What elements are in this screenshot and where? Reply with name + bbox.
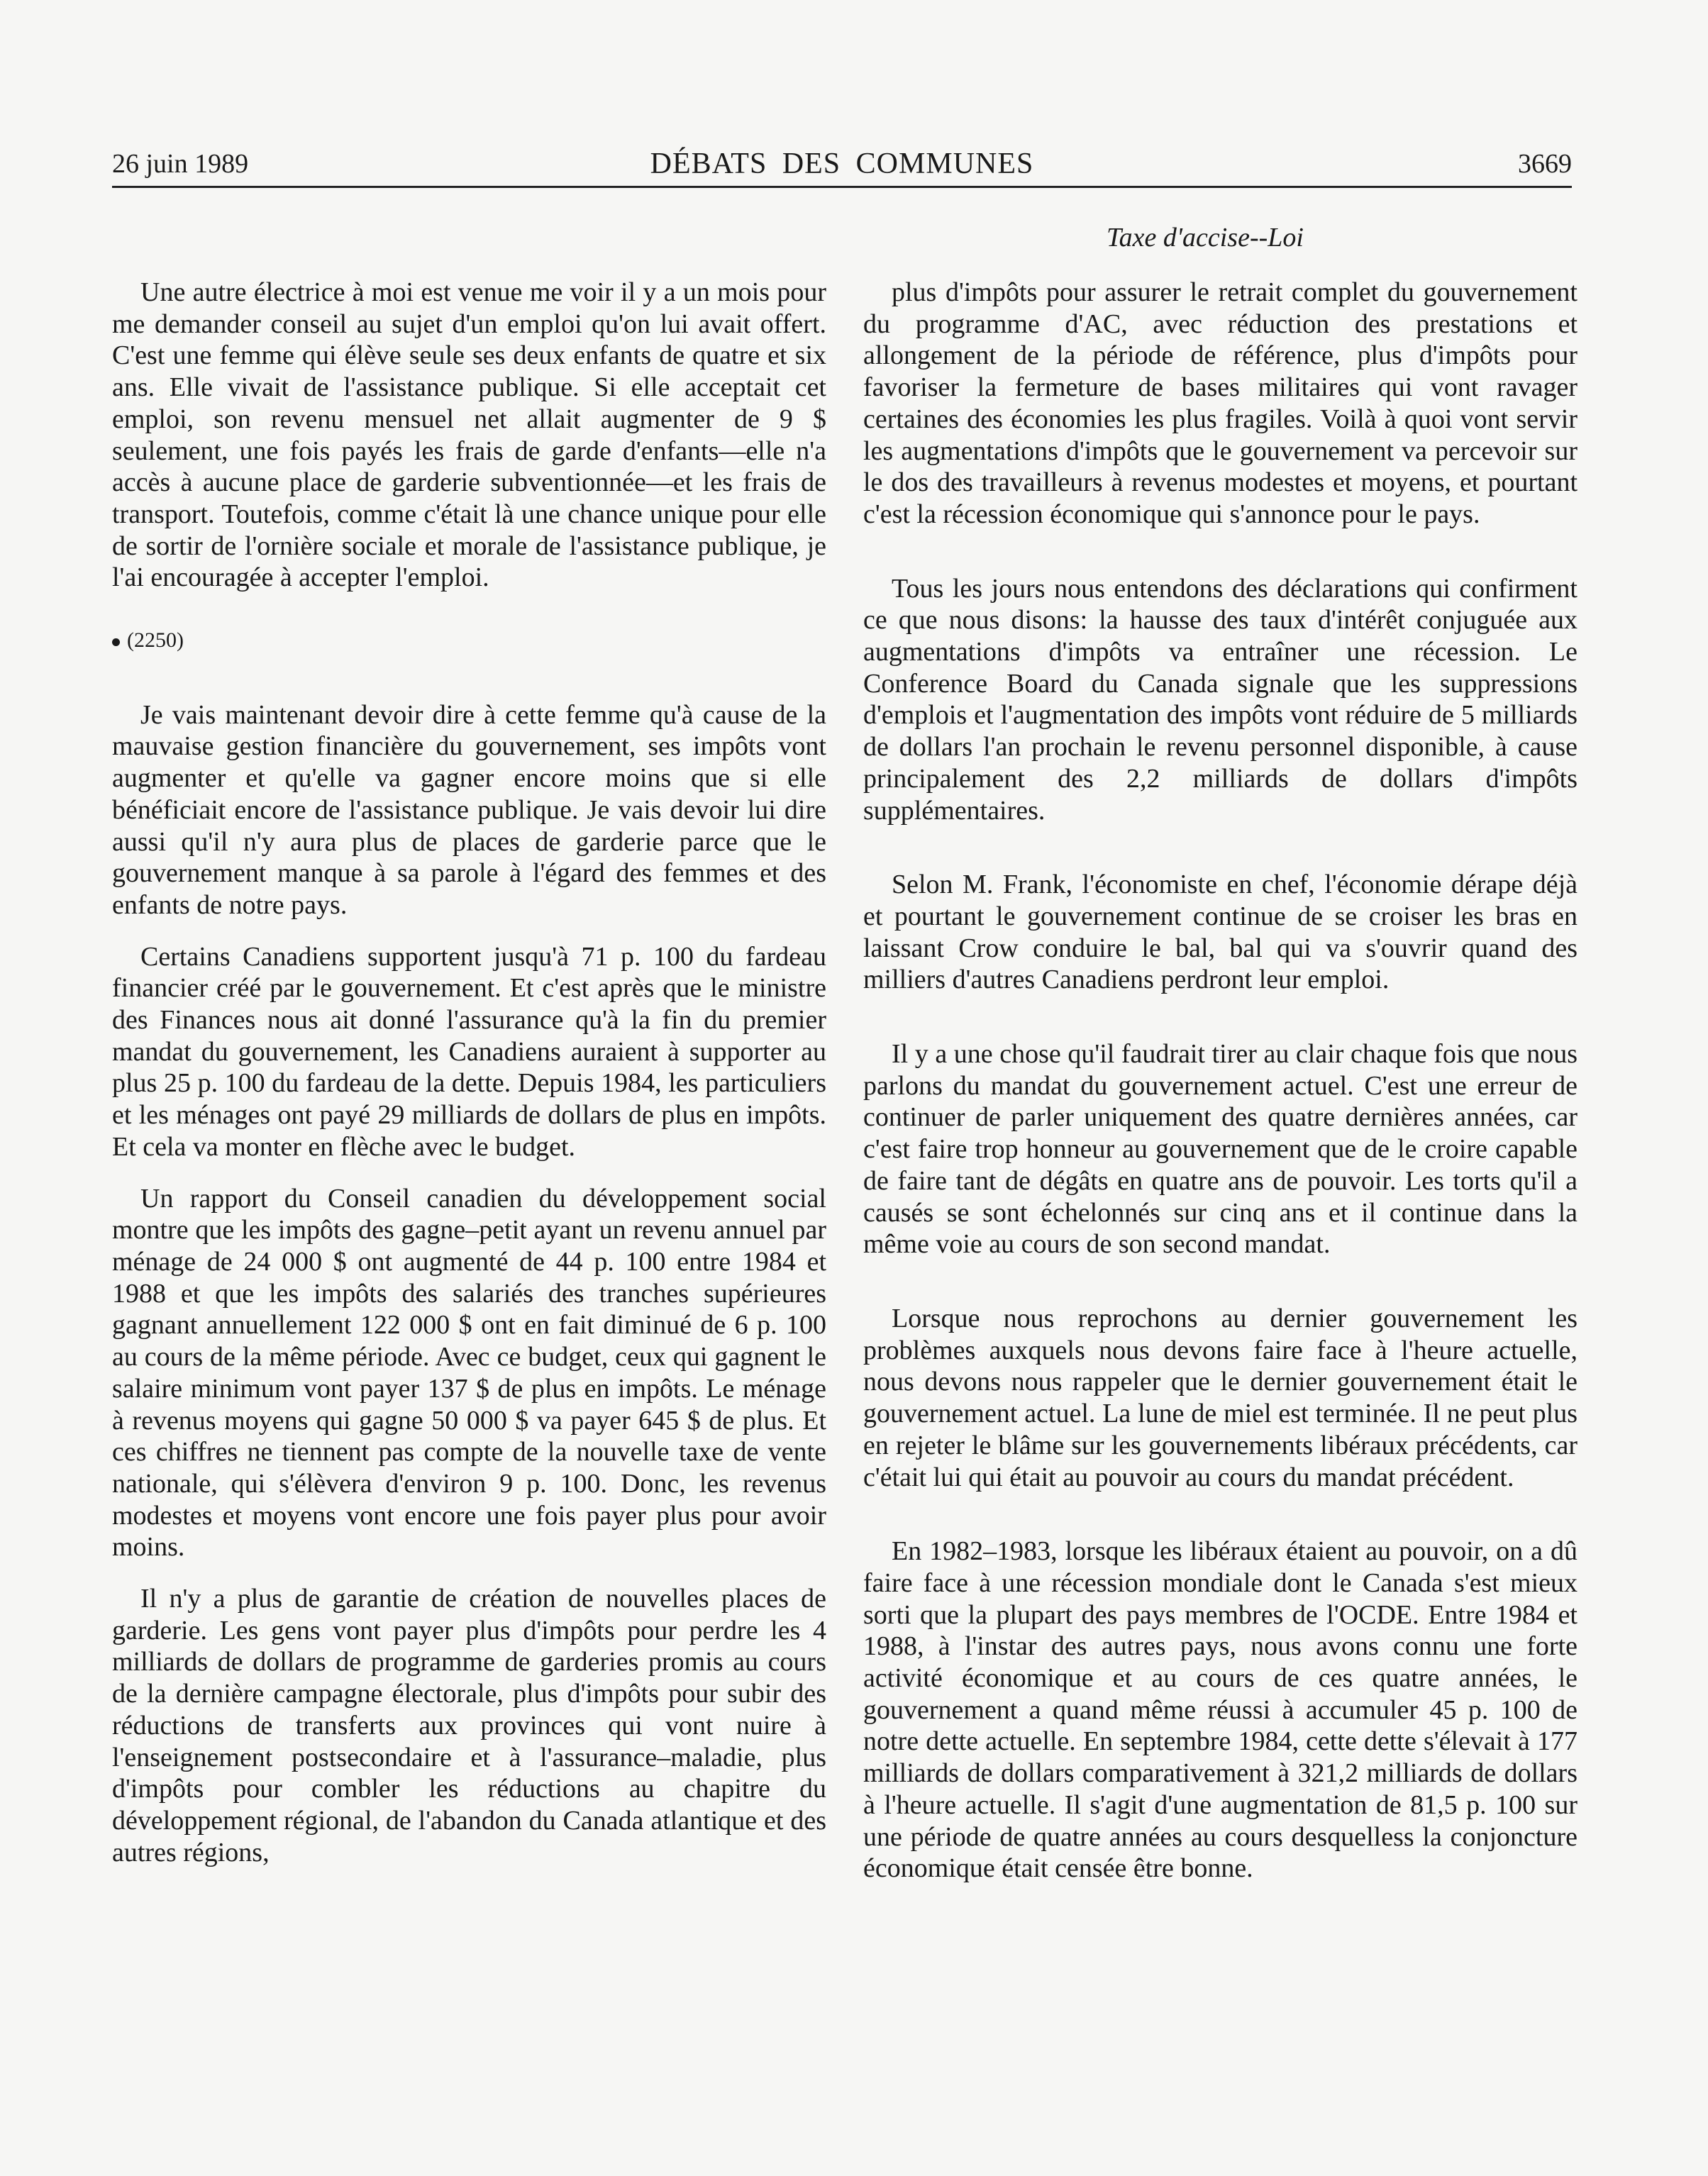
left-column: [112, 277, 826, 1868]
paragraph: Certains Canadiens supportent jusqu'à 71 p. 100 du fardeau financier créé par le gouvernement. Et c'est après que le ministre des Finances nous ait donné l'assurance qu'à la fin du premier mandat du gouvernement, les Canadiens auraient à supporter au plus 25 p. 100 du fardeau de la dette. Depuis 1984, les particuliers et les ménages ont payé 29 milliards de dollars de plus en impôts. Et cela va monter en flèche avec le budget.: [112, 941, 826, 1162]
paragraph: Selon M. Frank, l'économiste en chef, l'économie dérape déjà et pourtant le gouvernement continue de se croiser les bras en laissant Crow conduire le bal, bal qui va s'ouvrir quand des milliers d'autres Canadiens perdront leur emploi.: [863, 870, 1577, 995]
paragraph: Tous les jours nous entendons des déclarations qui confirment ce que nous disons: la hausse des taux d'intérêt conjuguée aux augmentations d'impôts va entraîner une récession. Le Conference Board du Canada signale que les suppressions d'emplois et l'augmentation des impôts vont réduire de 5 milliards de dollars l'an prochain le revenu personnel disponible, à cause principalement des 2,2 milliards de dollars d'impôts supplémentaires.: [863, 573, 1577, 826]
paragraph: Lorsque nous reprochons au dernier gouvernement les problèmes auxquels nous devons faire face à l'heure actuelle, nous devons nous rappeler que le dernier gouvernement était le gouvernement actuel. La lune de miel est terminée. Il ne peut plus en rejeter le blâme sur les gouvernements libéraux précédents, car c'était lui qui était au pouvoir au cours du mandat précédent.: [863, 1303, 1577, 1492]
header-title: DÉBATS DES COMMUNES: [650, 148, 1034, 180]
page-header: [112, 146, 1572, 186]
running-head: Taxe d'accise--Loi: [1107, 223, 1304, 252]
header-rule: [112, 186, 1572, 188]
header-page-number: 3669: [1518, 149, 1572, 179]
time-marker: [112, 625, 826, 657]
paragraph: Un rapport du Conseil canadien du développement social montre que les impôts des gagne–petit ayant un revenu annuel par ménage de 24 000 $ ont augmenté de 44 p. 100 entre 1984 et 1988 et que les impôts des salariés des tranches supérieures gagnant annuellement 122 000 $ ont en fait diminué de 6 p. 100 au cours de la même période. Avec ce budget, ceux qui gagnent le salaire minimum vont payer 137 $ de plus en impôts. Le ménage à revenus moyens qui gagne 50 000 $ va payer 645 $ de plus. Et ces chiffres ne tiennent pas compte de la nouvelle taxe de vente nationale, qui s'élèvera d'environ 9 p. 100. Donc, les revenus modestes et moyens vont encore une fois payer plus pour avoir moins.: [112, 1183, 826, 1562]
paragraph: plus d'impôts pour assurer le retrait complet du gouvernement du programme d'AC, avec réduction des prestations et allongement de la période de référence, plus d'impôts pour favoriser la fermeture de bases militaires qui vont ravager certaines des économies les plus fragiles. Voilà à quoi vont servir les augmentations d'impôts que le gouvernement va percevoir sur le dos des travailleurs à revenus modestes et moyens, et pourtant c'est la récession économique qui s'annonce pour le pays.: [863, 277, 1577, 529]
paragraph: Je vais maintenant devoir dire à cette femme qu'à cause de la mauvaise gestion financière du gouvernement, ses impôts vont augmenter et qu'elle va gagner encore moins que si elle bénéficiait encore de l'assistance publique. Je vais devoir lui dire aussi qu'il n'y aura plus de places de garderie parce que le gouvernement manque à sa parole à l'égard des femmes et des enfants de notre pays.: [112, 699, 826, 920]
paragraph: Il y a une chose qu'il faudrait tirer au clair chaque fois que nous parlons du mandat du gouvernement actuel. C'est une erreur de continuer de parler uniquement des quatre dernières années, car c'est faire trop honneur au gouvernement que de le croire capable de faire tant de dégâts en quatre ans de pouvoir. Les torts qu'il a causés se sont échelonnés sur cinq ans et il continue dans la même voie au cours de son second mandat.: [863, 1039, 1577, 1260]
right-column: [863, 277, 1577, 1884]
paragraph: En 1982–1983, lorsque les libéraux étaient au pouvoir, on a dû faire face à une récession mondiale dont le Canada s'est mieux sorti que la plupart des pays membres de l'OCDE. Entre 1984 et 1988, à l'instar des autres pays, nous avons connu une forte activité économique et au cours de ces quatre années, le gouvernement a quand même réussi à accumuler 45 p. 100 de notre dette actuelle. En septembre 1984, cette dette s'élevait à 177 milliards de dollars comparativement à 321,2 milliards de dollars à l'heure actuelle. Il s'agit d'une augmentation de 81,5 p. 100 sur une période de quatre années au cours desquelless la conjoncture économique était censée être bonne.: [863, 1536, 1577, 1884]
header-date: 26 juin 1989: [112, 149, 249, 179]
time-marker-text: (2250): [127, 628, 184, 653]
bullet-icon: [112, 638, 120, 646]
paragraph: Une autre électrice à moi est venue me voir il y a un mois pour me demander conseil au sujet d'un emploi qu'on lui avait offert. C'est une femme qui élève seule ses deux enfants de quatre et six ans. Elle vivait de l'assistance publique. Si elle acceptait cet emploi, son revenu mensuel net allait augmenter de 9 $ seulement, une fois payés les frais de garde d'enfants—elle n'a accès à aucune place de garderie subventionnée—et les frais de transport. Toutefois, comme c'était là une chance unique pour elle de sortir de l'ornière sociale et morale de l'assistance publique, je l'ai encouragée à accepter l'emploi.: [112, 277, 826, 593]
paragraph: Il n'y a plus de garantie de création de nouvelles places de garderie. Les gens vont payer plus d'impôts pour perdre les 4 milliards de dollars de programme de garderies promis au cours de la dernière campagne électorale, plus d'impôts pour subir des réductions de transferts aux provinces qui vont nuire à l'enseignement postsecondaire et à l'assurance–maladie, plus d'impôts pour combler les réductions au chapitre du développement régional, de l'abandon du Canada atlantique et des autres régions,: [112, 1584, 826, 1867]
